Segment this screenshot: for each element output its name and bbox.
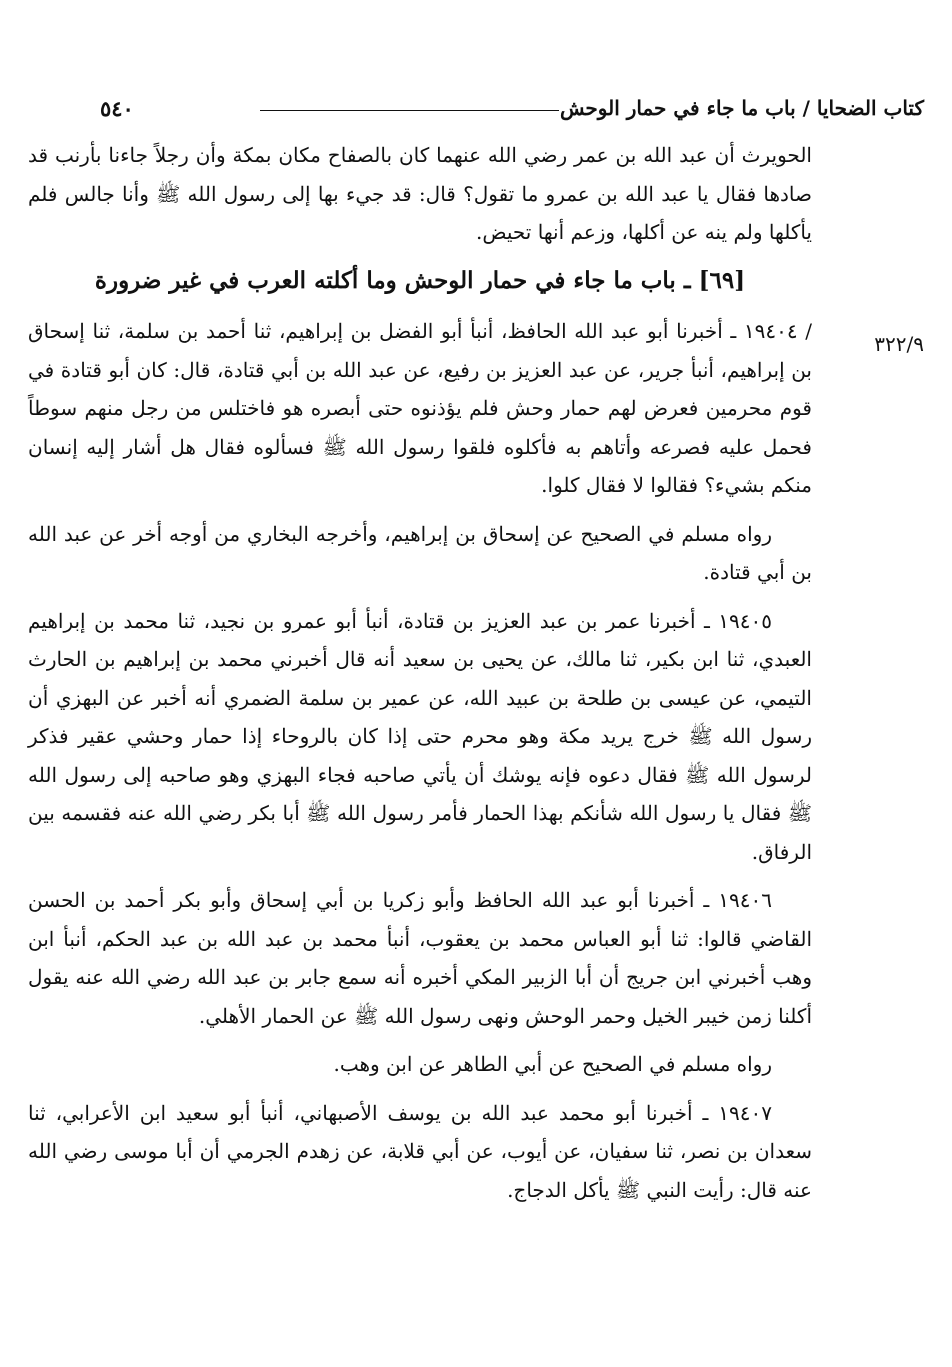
hadith-commentary: رواه مسلم في الصحيح عن أبي الطاهر عن ابن وهب. <box>333 1052 772 1076</box>
hadith-entry-19407: ١٩٤٠٧ ـ أخبرنا أبو محمد عبد الله بن يوسف الأصبهاني، أنبأ أبو سعيد ابن الأعرابي، ثنا سعدان بن نصر، ثنا سفيان، عن أيوب، عن أبي قلابة، عن زهدم الجرمي أن أبا موسى رضي الله عنه قال: رأيت النبي ﷺ يأكل الدجاج. <box>28 1100 812 1202</box>
chapter-heading: [٦٩] ـ باب ما جاء في حمار الوحش وما أكلته العرب في غير ضرورة <box>94 266 746 294</box>
page-header <box>100 96 924 130</box>
running-title: كتاب الضحايا / باب ما جاء في حمار الوحش <box>559 96 924 120</box>
paragraph-continuation: الحويرث أن عبد الله بن عمر رضي الله عنهما كان بالصفاح مكان بمكة وأن رجلاً جاءنا بأرنب قد صادها فقال يا عبد الله بن عمرو ما تقول؟ قال: قد جيء بها إلى رسول الله ﷺ وأنا جالس فلم يأكلها ولم ينه عن أكلها، وزعم أنها تحيض. <box>28 143 812 244</box>
hadith-entry-19406: ١٩٤٠٦ ـ أخبرنا أبو عبد الله الحافظ وأبو زكريا بن أبي إسحاق وأبو بكر أحمد بن الحسن القاضي قالوا: ثنا أبو العباس محمد بن يعقوب، أنبأ محمد بن عبد الله بن عبد الحكم، أنبأ ابن وهب أخبرني ابن جريج أن أبا الزبير المكي أخبره أنه سمع جابر بن عبد الله رضي الله عنه يقول أكلنا زمن خيبر الخيل وحمر الوحش ونهى رسول الله ﷺ عن الحمار الأهلي. <box>28 888 812 1028</box>
header-rule <box>260 110 559 111</box>
hadith-entry-19404: / ١٩٤٠٤ ـ أخبرنا أبو عبد الله الحافظ، أنبأ أبو الفضل بن إبراهيم، ثنا أحمد بن سلمة، ثنا إسحاق بن إبراهيم، أنبأ جرير، عن عبد العزيز بن رفيع، عن عبد الله بن أبي قتادة، قال: كان أبو قتادة في قوم محرمين فعرض لهم حمار وحش فلم يؤذنوه حتى أبصره هو فاختلس من رجل منهم سوطاً فحمل عليه فصرعه وأتاهم به فأكلوه فلقوا رسول الله ﷺ فسألوه فقال هل أشار إليه إنسان منكم بشيء؟ فقالوا لا فقال كلوا. <box>28 319 812 497</box>
hadith-commentary: رواه مسلم في الصحيح عن إسحاق بن إبراهيم، وأخرجه البخاري من أوجه أخر عن عبد الله بن أبي قتادة. <box>28 521 812 584</box>
margin-reference: ٣٢٢/٩ <box>874 332 924 356</box>
page-number: ٥٤٠ <box>100 96 134 121</box>
page-body <box>28 136 812 1327</box>
hadith-entry-19405: ١٩٤٠٥ ـ أخبرنا عمر بن عبد العزيز بن قتادة، أنبأ أبو عمرو بن نجيد، ثنا محمد بن إبراهيم العبدي، ثنا ابن بكير، ثنا مالك، عن يحيى بن سعيد أنه قال أخبرني محمد بن إبراهيم بن الحارث التيمي، عن عيسى بن طلحة بن عبيد الله، عن عمير بن سلمة الضمري أنه أخبر عن البهزي أن رسول الله ﷺ خرج يريد مكة وهو محرم حتى إذا كان بالروحاء إذا حمار وحشي عقير فذكر لرسول الله ﷺ فقال دعوه فإنه يوشك أن يأتي صاحبه فجاء البهزي وهو صاحبه إلى رسول الله ﷺ فقال يا رسول الله شأنكم بهذا الحمار فأمر رسول الله ﷺ أبا بكر رضي الله عنه فقسمه بين الرفاق. <box>28 608 812 864</box>
